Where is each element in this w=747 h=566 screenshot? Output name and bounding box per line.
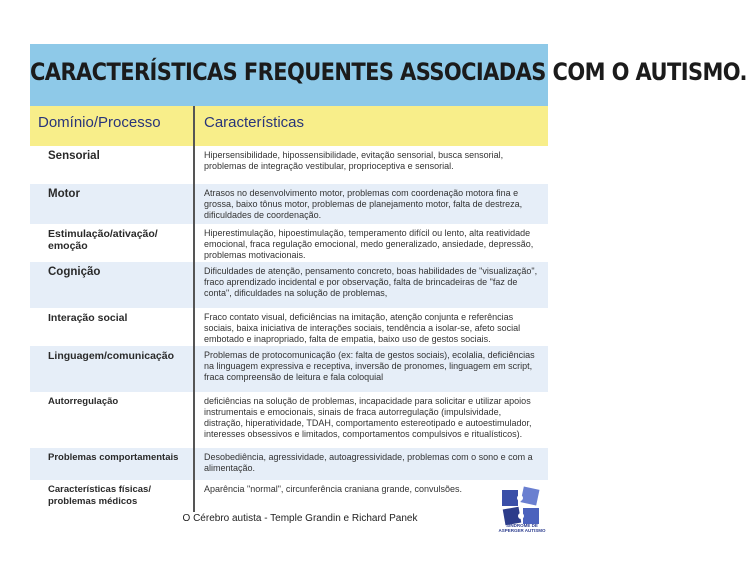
page-title: CARACTERÍSTICAS FREQUENTES ASSOCIADAS COM O AUTISMO. xyxy=(30,58,747,86)
column-divider xyxy=(193,106,195,512)
domain-caracteristicas-fisicas: Características físicas/ problemas médicos xyxy=(48,484,151,507)
domain-sensorial: Sensorial xyxy=(48,150,100,162)
source-footer: O Cérebro autista - Temple Grandin e Richard Panek xyxy=(182,513,418,524)
characteristics-linguagem: Problemas de protocomunicação (ex: falta de gestos sociais), ecolalia, deficiências na linguagem expressiva e receptiva, inversão de pronomes, linguagem em script, fraca compreensão de leitura e fala coloquial xyxy=(204,350,535,382)
domain-cognicao: Cognição xyxy=(48,266,101,278)
header-domain: Domínio/Processo xyxy=(38,114,161,131)
characteristics-motor: Atrasos no desenvolvimento motor, problemas com coordenação motora fina e grossa, baixo tônus motor, problemas de planejamento motor, falta de destreza, dificuldades de coordenação. xyxy=(204,188,523,220)
domain-motor: Motor xyxy=(48,188,80,200)
characteristics-problemas-comportamentais: Desobediência, agressividade, autoagressividade, problemas com o sono e com a alimentação. xyxy=(204,452,533,473)
table-row xyxy=(30,262,548,308)
characteristics-autorregulacao: deficiências na solução de problemas, incapacidade para solicitar e utilizar apoios instrumentais e emocionais, sinais de fraca autorregulação (impulsividade, distração, hiperatividade, TDAH, comportamento estereotipado e autoestimulador, interesses obsessivos e limitados, comportamentos compulsivos e ritualísticos). xyxy=(204,396,532,439)
table-row xyxy=(30,184,548,224)
table-header xyxy=(30,106,548,146)
table-row xyxy=(30,448,548,480)
domain-linguagem: Linguagem/comunicação xyxy=(48,350,175,362)
table-row xyxy=(30,308,548,346)
table-row xyxy=(30,146,548,184)
table-row xyxy=(30,392,548,448)
characteristics-sensorial: Hipersensibilidade, hipossensibilidade, evitação sensorial, busca sensorial, problemas de integração vestibular, proprioceptiva e sensorial. xyxy=(204,150,504,171)
table-row xyxy=(30,480,548,512)
table-row xyxy=(30,224,548,262)
domain-estimulacao: Estimulação/ativação/ emoção xyxy=(48,228,158,252)
title-band xyxy=(30,44,747,106)
characteristics-interacao-social: Fraco contato visual, deficiências na imitação, atenção conjunta e referências sociais, baixa iniciativa de interações sociais, tendência a isolar-se, afeto social embotado e inapropriado, falta de empatia, baixo uso de gestos sociais. xyxy=(204,312,521,344)
characteristics-cognicao: Dificuldades de atenção, pensamento concreto, boas habilidades de "visualização", fraco aprendizado incidental e por observação, falta de brincadeiras de "faz de conta", dificuldades na solução de problemas, xyxy=(204,266,538,298)
characteristics-caracteristicas-fisicas: Aparência "normal", circunferência craniana grande, convulsões. xyxy=(204,484,463,494)
header-characteristics: Características xyxy=(204,114,305,131)
autism-characteristics-table xyxy=(30,44,747,512)
characteristics-estimulacao: Hiperestimulação, hipoestimulação, temperamento difícil ou lento, alta reatividade emocional, fraca regulação emocional, medo generalizado, ansiedade, depressão, problemas motivacionais. xyxy=(204,228,534,260)
domain-autorregulacao: Autorregulação xyxy=(48,396,119,407)
domain-problemas-comportamentais: Problemas comportamentais xyxy=(48,452,179,463)
table-row xyxy=(30,346,548,392)
logo-caption: SÍNDROME DE ASPERGER AUTISMO xyxy=(498,523,546,533)
domain-interacao-social: Interação social xyxy=(48,312,128,324)
